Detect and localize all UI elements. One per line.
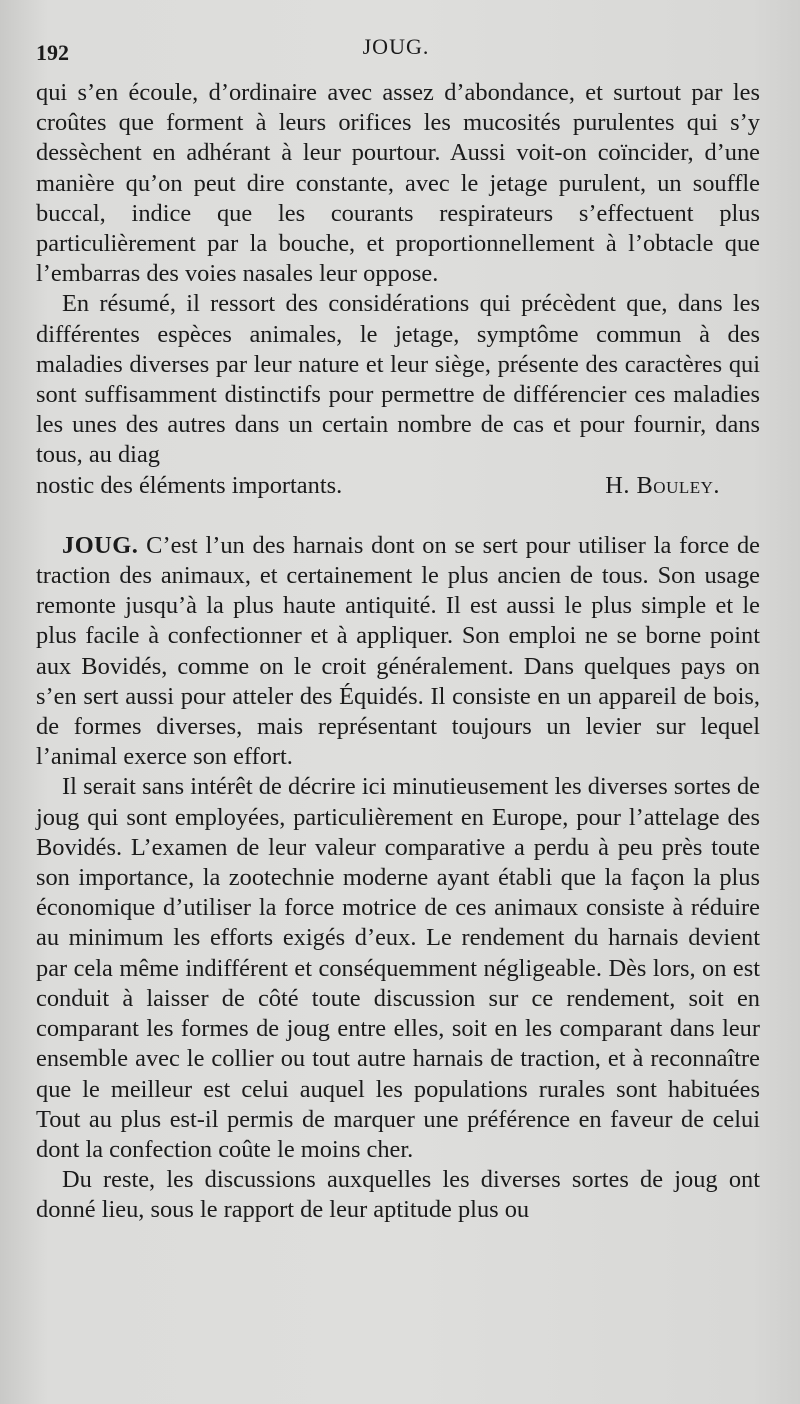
entry-headword: JOUG. <box>62 531 139 559</box>
paragraph-types-of-joug: Il serait sans intérêt de décrire ici minutieusement les diverses sortes de joug qui sont employées, particulièrement en Europe, pour l’attelage des Bovidés. L’examen de leur valeur comparative a perdu à peu près toute son importance, la zootechnie moderne ayant établi que la façon la plus économique d’utiliser la force motrice de ces animaux consiste à réduire au minimum les efforts exigés d’eux. Le rendement du harnais devient par cela même indifférent et conséquemment négligeable. Dès lors, on est conduit à laisser de côté toute discussion sur ce rendement, soit en comparant les formes de joug entre elles, soit en les comparant dans leur ensemble avec le collier ou tout autre harnais de traction, et à reconnaître que le meilleur est celui auquel les populations rurales sont habituées Tout au plus est-il permis de marquer une préférence en faveur de celui dont la confection coûte le moins cher. <box>36 773 760 1163</box>
entry-joug-text: C’est l’un des harnais dont on se sert pour utiliser la force de traction des animaux, et certainement le plus ancien de tous. Son usage remonte jusqu’à la plus haute antiquité. Il est aussi le plus simple et le plus facile à confectionner et à appliquer. Son emploi ne se borne point aux Bovidés, comme on le croit généralement. Dans quelques pays on s’en sert aussi pour atteler des Équidés. Il consiste en un appareil de bois, de formes diverses, mais représentant toujours un levier sur lequel l’animal exerce son effort. <box>36 531 760 771</box>
entry-joug <box>36 531 760 773</box>
page-header <box>36 30 756 64</box>
paragraph-du-reste: Du reste, les discussions auxquelles les diverses sortes de joug ont donné lieu, sous le rapport de leur aptitude plus ou <box>36 1166 760 1224</box>
paragraph-resume-last-line: nostic des éléments importants. <box>36 471 343 499</box>
signature-line <box>36 471 760 501</box>
body-text <box>36 78 760 1226</box>
paragraph-resume <box>36 289 760 470</box>
paragraph-continuation: qui s’en écoule, d’ordinaire avec assez d’abondance, et surtout par les croûtes que forment à leurs orifices les mucosités purulentes qui s’y dessèchent en adhérant à leur pourtour. Aussi voit-on coïncider, d’une manière qu’on peut dire constante, avec le jetage purulent, un souffle buccal, indice que les courants respirateurs s’effectuent plus particulièrement par la bouche, et proportionnellement à l’obtacle que l’embarras des voies nasales leur oppose. <box>36 79 760 288</box>
author-signature: H. Bouley. <box>605 471 720 499</box>
page-number: 192 <box>36 40 69 65</box>
running-head: JOUG. <box>362 34 430 59</box>
paragraph-resume-text: En résumé, il ressort des considérations qui précèdent que, dans les différentes espèces animales, le jetage, symptôme commun à des maladies diverses par leur nature et leur siège, présente des caractères qui sont suffisamment distinctifs pour permettre de différencier ces maladies les unes des autres dans un certain nombre de cas et pour fournir, dans tous, au diag <box>36 290 760 469</box>
